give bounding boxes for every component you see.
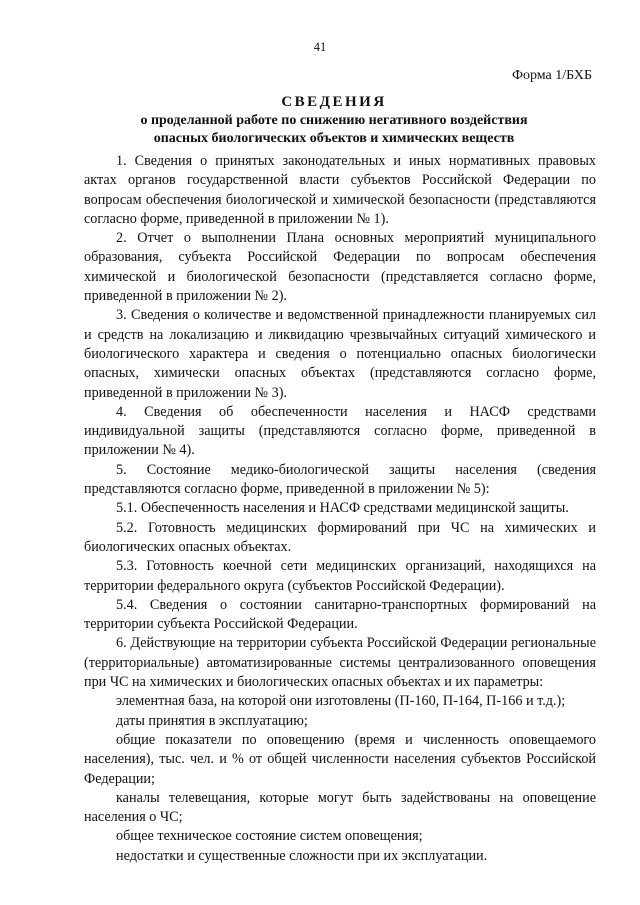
- document-body: [84, 152, 596, 866]
- paragraph-3: 3. Сведения о количестве и ведомственной принадлежности планируемых сил и средств на локализацию и ликвидацию чрезвычайных ситуаций химического и биологического характера и сведения о потенциально опасных биологически опасных, химически опасных объектах (представляются согласно форме, приведенной в приложении № 3).: [84, 307, 596, 401]
- paragraph-1: 1. Сведения о принятых законодательных и иных нормативных правовых актах органов государственной власти субъектов Российской Федерации по вопросам обеспечения биологической и химической безопасности (представляются согласно форме, приведенной в приложении № 1).: [84, 153, 596, 227]
- list-item-technical-state: общее техническое состояние систем оповещения;: [116, 828, 423, 845]
- title-subtitle-line-1: о проделанной работе по снижению негативного воздействия: [140, 113, 528, 128]
- paragraph-5-3: 5.3. Готовность коечной сети медицинских организаций, находящихся на территории федерального округа (субъектов Российской Федерации).: [84, 558, 596, 594]
- list-item-commissioning-dates: даты принятия в эксплуатацию;: [116, 712, 308, 729]
- form-label: Форма 1/БХБ: [511, 68, 592, 83]
- paragraph-5-2: 5.2. Готовность медицинских формирований при ЧС на химических и биологических опасных объектах.: [84, 519, 596, 555]
- list-item-shortcomings: недостатки и существенные сложности при их эксплуатации.: [116, 847, 488, 864]
- paragraph-5-4: 5.4. Сведения о состоянии санитарно-транспортных формирований на территории субъекта Российской Федерации.: [84, 596, 596, 633]
- document-title: [72, 92, 596, 148]
- list-item-element-base: элементная база, на которой они изготовлены (П-160, П-164, П-166 и т.д.);: [116, 693, 566, 710]
- paragraph-5-1: 5.1. Обеспеченность населения и НАСФ средствами медицинской защиты.: [116, 500, 569, 517]
- list-item-tv-channels: каналы телевещания, которые могут быть задействованы на оповещение населения о ЧС;: [84, 789, 596, 826]
- list-item-notification-indicators: общие показатели по оповещению (время и численность оповещаемого населения), тыс. чел. и % от общей численности населения субъектов Российской Федерации;: [84, 731, 596, 787]
- title-subtitle-line-2: опасных биологических объектов и химических веществ: [153, 131, 515, 146]
- page-number: 41: [313, 40, 327, 54]
- paragraph-2: 2. Отчет о выполнении Плана основных мероприятий муниципального образования, субъекта Российской Федерации по вопросам обеспечения химической и биологической безопасности (представляется согласно форме, приведенной в приложении № 2).: [84, 230, 596, 305]
- paragraph-5: 5. Состояние медико-биологической защиты населения (сведения представляются согласно форме, приведенной в приложении № 5):: [84, 461, 596, 498]
- paragraph-4: 4. Сведения об обеспеченности населения и НАСФ средствами индивидуальной защиты (представляются согласно форме, приведенной в приложении № 4).: [84, 403, 596, 459]
- paragraph-6: 6. Действующие на территории субъекта Российской Федерации региональные (территориальные) автоматизированные системы централизованного оповещения при ЧС на химических и биологических опасных объектах и их параметры:: [84, 635, 596, 691]
- title-main: СВЕДЕНИЯ: [281, 94, 387, 110]
